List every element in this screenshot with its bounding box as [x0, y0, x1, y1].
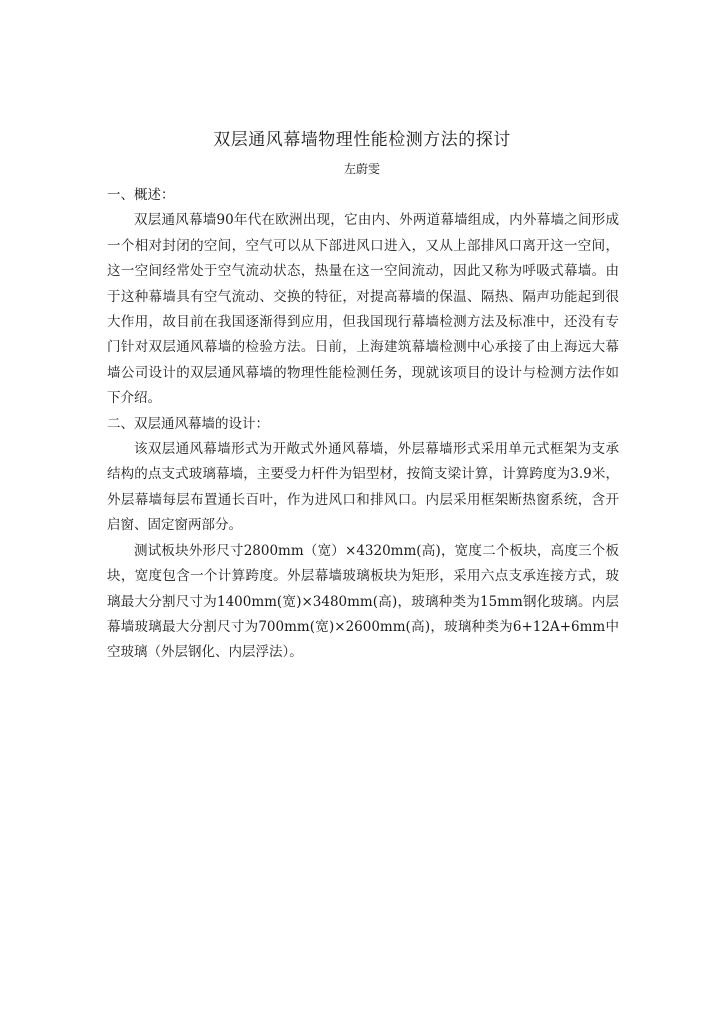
document-title: 双层通风幕墙物理性能检测方法的探讨: [213, 130, 511, 150]
design-paragraph-1: 该双层通风幕墙形式为开敞式外通风幕墙，外层幕墙形式采用单元式框架为支承结构的点支式玻璃幕墙，主要受力杆件为铝型材，按简支梁计算，计算跨度为3.9米，外层幕墙每层布置通长百叶，作为进风口和排风口。内层采用框架断热窗系统，含开启窗、固定窗两部分。: [107, 441, 619, 534]
document-author: 左蔚雯: [343, 162, 380, 176]
section-heading-overview: 一、概述：: [107, 187, 175, 203]
section-heading-design: 二、双层通风幕墙的设计：: [107, 415, 269, 432]
design-paragraph-2: 测试板块外形尺寸2800mm（宽）×4320mm(高)，宽度二个板块，高度三个板块，宽度包含一个计算跨度。外层幕墙玻璃板块为矩形，采用六点支承连接方式，玻璃最大分割尺寸为1400mm(宽)×3480mm(高)，玻璃种类为15mm钢化玻璃。内层幕墙玻璃最大分割尺寸为700mm(宽)×2600mm(高)，玻璃种类为6+12A+6mm中空玻璃（外层钢化、内层浮法）。: [107, 542, 619, 661]
document-body: [107, 183, 619, 666]
overview-paragraph: 双层通风幕墙90年代在欧洲出现，它由内、外两道幕墙组成，内外幕墙之间形成一个相对封闭的空间，空气可以从下部进风口进入，又从上部排风口离开这一空间，这一空间经常处于空气流动状态，热量在这一空间流动，因此又称为呼吸式幕墙。由于这种幕墙具有空气流动、交换的特征，对提高幕墙的保温、隔热、隔声功能起到很大作用，故目前在我国逐渐得到应用，但我国现行幕墙检测方法及标准中，还没有专门针对双层通风幕墙的检验方法。日前，上海建筑幕墙检测中心承接了由上海远大幕墙公司设计的双层通风幕墙的物理性能检测任务，现就该项目的设计与检测方法作如下介绍。: [107, 212, 619, 407]
